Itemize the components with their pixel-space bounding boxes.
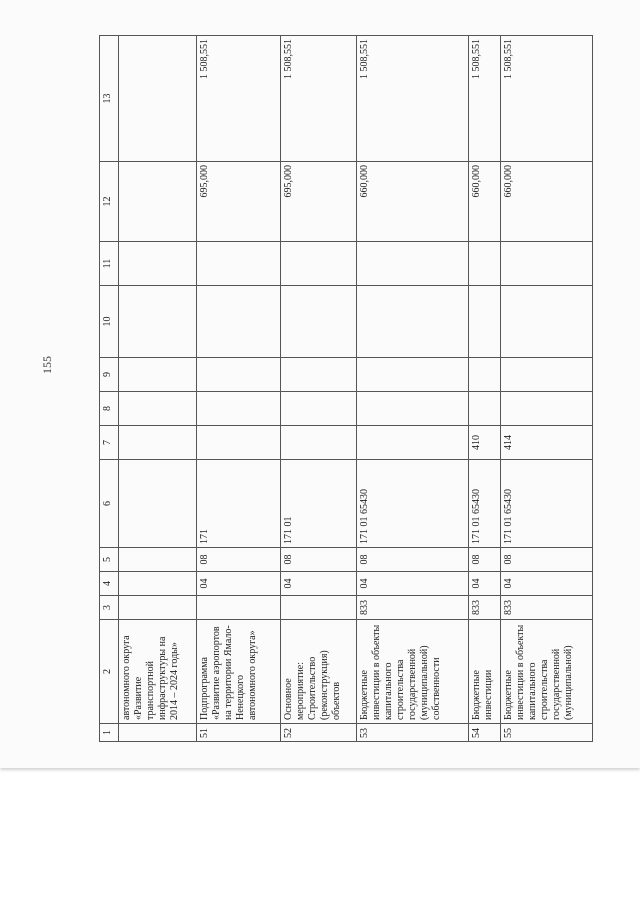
row-number: 54 — [469, 724, 501, 742]
col-header: 5 — [100, 548, 119, 572]
cell — [281, 242, 357, 286]
amount-cell: 660,000 — [357, 162, 469, 242]
cell — [357, 242, 469, 286]
cell — [469, 358, 501, 392]
amount-cell: 1 508,551 — [501, 36, 593, 162]
cell — [357, 392, 469, 426]
col-header: 11 — [100, 242, 119, 286]
table-row — [119, 36, 197, 742]
amount-cell: 660,000 — [501, 162, 593, 242]
amount-cell: 660,000 — [469, 162, 501, 242]
target-article-code: 171 — [197, 460, 281, 548]
col-header: 8 — [100, 392, 119, 426]
budget-table — [99, 35, 593, 742]
item-name: Подпрограмма «Развитие аэропортов на территории Ямало-Ненецкого автономного округа» — [197, 620, 281, 724]
amount-cell: 1 508,551 — [281, 36, 357, 162]
subsection-code: 08 — [197, 548, 281, 572]
cell — [197, 358, 281, 392]
col-header: 9 — [100, 358, 119, 392]
ministry-code: 833 — [357, 596, 469, 620]
cell — [501, 358, 593, 392]
cell — [281, 392, 357, 426]
item-name: Основное мероприятие: Строительство (реконструкция) объектов — [281, 620, 357, 724]
expense-type-code — [357, 426, 469, 460]
page-number: 155 — [40, 356, 54, 374]
col-header: 4 — [100, 572, 119, 596]
row-number: 53 — [357, 724, 469, 742]
cell — [197, 286, 281, 358]
expense-type-code — [281, 426, 357, 460]
cell — [197, 392, 281, 426]
col-header: 1 — [100, 724, 119, 742]
subsection-code: 08 — [281, 548, 357, 572]
cell — [501, 392, 593, 426]
cell — [281, 358, 357, 392]
amount-cell — [119, 162, 197, 242]
header-row — [100, 36, 119, 742]
section-code: 04 — [469, 572, 501, 596]
subsection-code — [119, 548, 197, 572]
target-article-code: 171 01 65430 — [357, 460, 469, 548]
target-article-code: 171 01 65430 — [469, 460, 501, 548]
ministry-code — [197, 596, 281, 620]
item-name: Бюджетные инвестиции в объекты капитального строительства государственной (муниципальной) собственности — [357, 620, 469, 724]
cell — [357, 286, 469, 358]
row-number: 51 — [197, 724, 281, 742]
target-article-code: 171 01 — [281, 460, 357, 548]
table-row — [501, 36, 593, 742]
cell — [119, 358, 197, 392]
amount-cell — [119, 36, 197, 162]
cell — [469, 392, 501, 426]
ministry-code: 833 — [469, 596, 501, 620]
target-article-code: 171 01 65430 — [501, 460, 593, 548]
cell — [197, 242, 281, 286]
cell — [119, 392, 197, 426]
target-article-code — [119, 460, 197, 548]
amount-cell: 1 508,551 — [197, 36, 281, 162]
subsection-code: 08 — [501, 548, 593, 572]
col-header: 7 — [100, 426, 119, 460]
expense-type-code: 414 — [501, 426, 593, 460]
col-header: 10 — [100, 286, 119, 358]
amount-cell: 1 508,551 — [357, 36, 469, 162]
ministry-code: 833 — [501, 596, 593, 620]
item-name: автономного округа «Развитие транспортной инфраструктуры на 2014 – 2024 годы» — [119, 620, 197, 724]
cell — [119, 242, 197, 286]
cell — [469, 242, 501, 286]
col-header: 2 — [100, 620, 119, 724]
section-code: 04 — [357, 572, 469, 596]
table-row — [469, 36, 501, 742]
amount-cell: 695,000 — [197, 162, 281, 242]
section-code: 04 — [197, 572, 281, 596]
col-header: 13 — [100, 36, 119, 162]
subsection-code: 08 — [357, 548, 469, 572]
col-header: 6 — [100, 460, 119, 548]
cell — [469, 286, 501, 358]
cell — [119, 286, 197, 358]
ministry-code — [281, 596, 357, 620]
subsection-code: 08 — [469, 548, 501, 572]
rotated-table-wrapper — [99, 36, 589, 742]
item-name: Бюджетные инвестиции в объекты капитального строительства государственной (муниципальной) — [501, 620, 593, 724]
table-row — [357, 36, 469, 742]
cell — [501, 242, 593, 286]
row-number: 52 — [281, 724, 357, 742]
col-header: 3 — [100, 596, 119, 620]
ministry-code — [119, 596, 197, 620]
section-code: 04 — [501, 572, 593, 596]
row-number: 55 — [501, 724, 593, 742]
cell — [281, 286, 357, 358]
expense-type-code — [197, 426, 281, 460]
item-name: Бюджетные инвестиции — [469, 620, 501, 724]
expense-type-code — [119, 426, 197, 460]
table-row — [197, 36, 281, 742]
row-number — [119, 724, 197, 742]
amount-cell: 1 508,551 — [469, 36, 501, 162]
expense-type-code: 410 — [469, 426, 501, 460]
col-header: 12 — [100, 162, 119, 242]
section-code: 04 — [281, 572, 357, 596]
table-row — [281, 36, 357, 742]
section-code — [119, 572, 197, 596]
amount-cell: 695,000 — [281, 162, 357, 242]
cell — [501, 286, 593, 358]
cell — [357, 358, 469, 392]
